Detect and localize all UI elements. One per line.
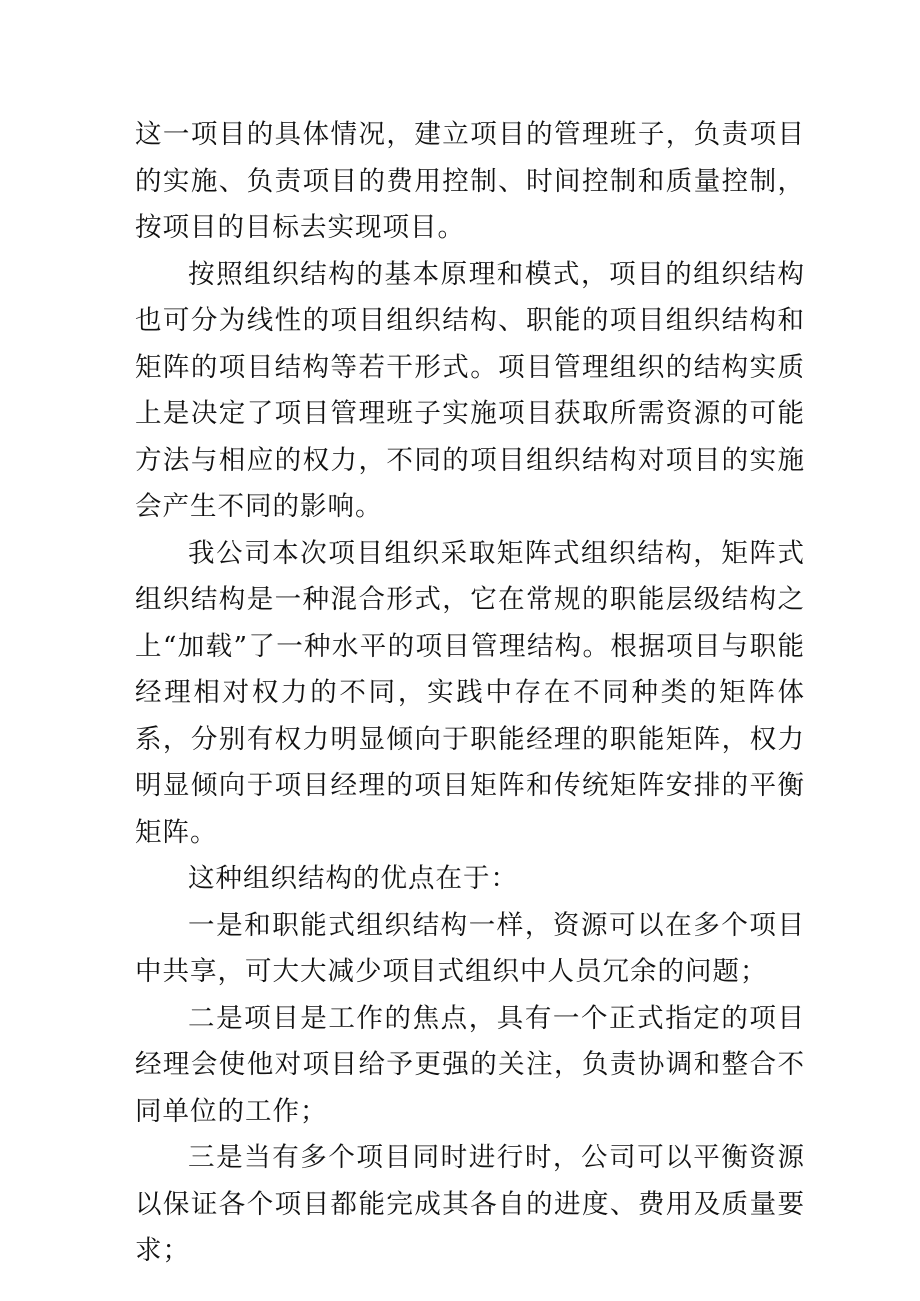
paragraph-matrix-structure: 我公司本次项目组织采取矩阵式组织结构，矩阵式组织结构是一种混合形式，它在常规的职能层级结构之上“加载”了一种水平的项目管理结构。根据项目与职能经理相对权力的不同，实践中存在不同种类的矩阵体系，分别有权力明显倾向于职能经理的职能矩阵，权力明显倾向于项目经理的项目矩阵和传统矩阵安排的平衡矩阵。 — [135, 537, 805, 848]
paragraph-structure-forms: 按照组织结构的基本原理和模式，项目的组织结构也可分为线性的项目组织结构、职能的项目组织结构和矩阵的项目结构等若干形式。项目管理组织的结构实质上是决定了项目管理班子实施项目获取所需资源的可能方法与相应的权力，不同的项目组织结构对项目的实施会产生不同的影响。 — [135, 258, 805, 522]
paragraph-advantage-three: 三是当有多个项目同时进行时，公司可以平衡资源以保证各个项目都能完成其各自的进度、费用及质量要求； — [135, 1142, 805, 1266]
paragraph-continuation: 这一项目的具体情况，建立项目的管理班子，负责项目的实施、负责项目的费用控制、时间控制和质量控制，按项目的目标去实现项目。 — [135, 119, 805, 243]
paragraph-advantage-two: 二是项目是工作的焦点，具有一个正式指定的项目经理会使他对项目给予更强的关注，负责协调和整合不同单位的工作； — [135, 1002, 805, 1127]
paragraph-advantage-one: 一是和职能式组织结构一样，资源可以在多个项目中共享，可大大减少项目式组织中人员冗余的问题； — [135, 909, 805, 987]
document-body — [135, 112, 805, 1275]
paragraph-advantages-heading: 这种组织结构的优点在于： — [188, 863, 518, 894]
